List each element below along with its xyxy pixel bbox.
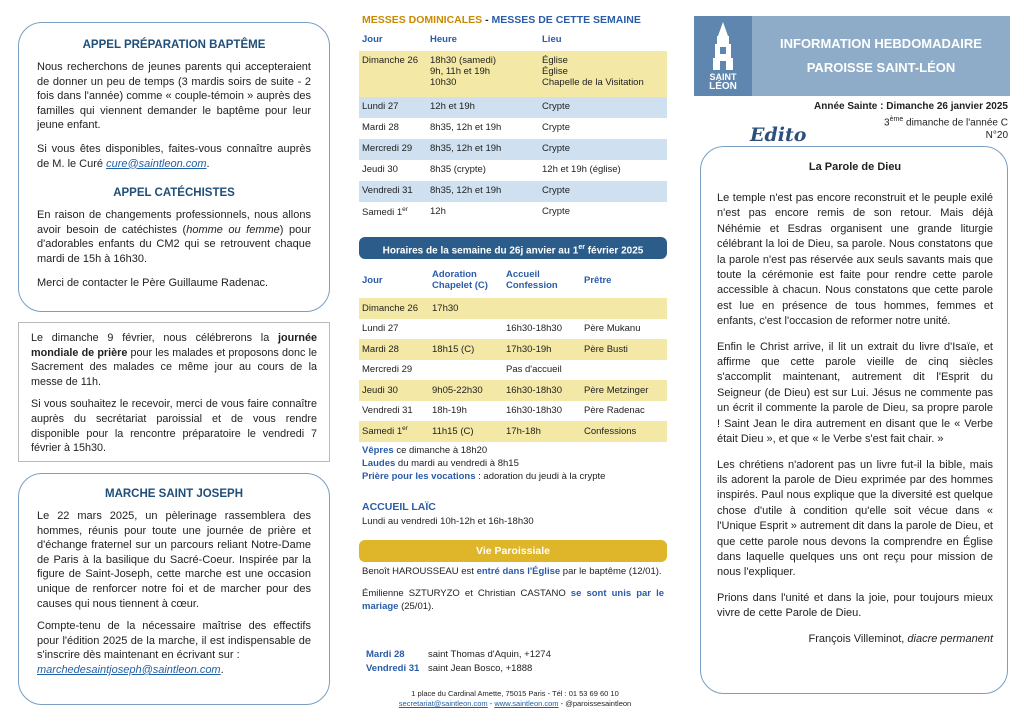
messes-row [359, 51, 667, 97]
bapteme-contact: Si vous êtes disponibles, faites-vous connaître auprès de M. le Curé cure@saintleon.com. [37, 142, 311, 170]
marche-box [18, 473, 330, 705]
church-tower-icon [694, 18, 752, 72]
footer: 1 place du Cardinal Amette, 75015 Paris - Tél : 01 53 69 60 10 secretariat@saintleon.com - www.saintleon.com - @paroissesaintleon [398, 689, 632, 708]
messes-cell-jour: Jeudi 30 [362, 164, 398, 175]
cure-email-link[interactable]: cure@saintleon.com [106, 157, 207, 170]
horaires-cell-conf: 17h-18h [506, 425, 541, 437]
messes-cell-heure: 12h [430, 206, 446, 217]
parish-logo [694, 16, 752, 96]
horaires-cell-jour: Lundi 27 [362, 323, 399, 335]
annee-sainte: Année Sainte : Dimanche 26 janvier 2025 [814, 101, 1008, 112]
messes-cell-jour: Mercredi 29 [362, 143, 413, 154]
messes-cell-jour: Lundi 27 [362, 101, 399, 112]
marche-inscription: Compte-tenu de la nécessaire maîtrise des effectifs pour l'édition 2025 de la marche, il est indispensable de s'inscrire dès maintenant en écrivant sur : [37, 620, 311, 662]
horaires-cell-pretre [581, 298, 667, 319]
horaires-row [359, 360, 667, 381]
horaires-row [359, 380, 667, 401]
edito-body [717, 191, 993, 622]
edito-signature: François Villeminot, diacre permanent [808, 632, 993, 645]
catechistes-title: APPEL CATÉCHISTES [113, 187, 235, 200]
horaires-table: Jour Adoration Chapelet (C) Accueil Confession Prêtre Dimanche 26 17h30 Lundi 27 16h30-18h30 Père Mukanu Mardi 28 18h15 (C) 17h30-19h Père Busti Mercredi 29 Pas d'accueil Jeudi 30 9h05-22h30 16h30-18h30 Père Metzinger Vendredi 31 18h-19h 16h30-18h30 Père Radenac Samedi 1er 11h15 (C) 17h-18h Confessions [359, 262, 667, 442]
horaires-cell-pretre [581, 360, 667, 381]
messes-cell-jour: Vendredi 31 [362, 185, 413, 196]
horaires-row [359, 339, 667, 360]
messes-table: Jour Heure Lieu Dimanche 26 18h30 (samedi) 9h, 11h et 19h 10h30 Église Église Chapelle de la Visitation Lundi 27 12h et 19h Crypte Mardi 28 8h35, 12h et 19h Crypte Mercredi 29 8h35, 12h et 19h Crypte Jeudi 30 8h35 (crypte) 12h et 19h (église) Vendredi 31 8h35, 12h et 19h Crypte Samedi 1er 12h Crypte [359, 34, 667, 223]
horaires-cell-conf: 16h30-18h30 [506, 384, 562, 396]
horaires-cell-ador [429, 319, 503, 340]
horaires-row [359, 319, 667, 340]
horaires-cell-conf: Pas d'accueil [506, 364, 562, 376]
header-title-2: PAROISSE SAINT-LÉON [806, 60, 956, 75]
messes-cell-heure: 8h35, 12h et 19h [430, 122, 502, 133]
horaires-cell-conf [503, 298, 581, 319]
logo-text-top: SAINT [709, 72, 737, 82]
horaires-row [359, 298, 667, 319]
edito-title: La Parole de Dieu [808, 161, 902, 173]
mariage-news: Émilienne SZTURYZO et Christian CASTANO se sont unis par le mariage (25/01). [362, 588, 664, 612]
messes-cell-lieu: 12h et 19h (église) [542, 164, 621, 175]
horaires-cell-pretre: Confessions [584, 425, 637, 437]
horaires-cell-pretre: Père Radenac [584, 405, 645, 417]
marche-text: Le 22 mars 2025, un pèlerinage rassemblera des hommes, réunis pour toute une journée de prière et d'échange fraternel sur un parcours reliant Notre-Dame de Paris à la basilique du Sacré-Coeur. Inspirée par la figure de Saint-Joseph, cette marche est une occasion unique de renforcer notre foi et de marcher pour des causes qui nous tiennent à cœur. [37, 510, 311, 610]
messes-row [359, 202, 667, 223]
messes-row [359, 118, 667, 139]
messes-cell-heure: 8h35, 12h et 19h [430, 143, 502, 154]
edito-paragraph: Prions dans l'unité et dans la joie, pour toujours mieux vivre de cette Parole de Dieu. [717, 591, 993, 620]
priere-details: Si vous souhaitez le recevoir, merci de vous faire connaître auprès du secrétariat paroissial et de vous rendre disponible pour la rencontre préparatoire le vendredi 7 février à 15h30. [31, 398, 317, 455]
bapteme-box [18, 22, 330, 312]
messes-cell-lieu: Crypte [542, 143, 570, 154]
vie-paroissiale-text [362, 565, 664, 613]
horaires-cell-jour: Mardi 28 [362, 343, 399, 355]
horaires-cell-ador [429, 360, 503, 381]
horaires-cell-jour: Jeudi 30 [362, 384, 398, 396]
website-link[interactable]: www.saintleon.com [494, 699, 559, 708]
horaires-bar: Horaires de la semaine du 26j anvier au 1er février 2025 [359, 237, 667, 259]
messes-row [359, 97, 667, 118]
messes-cell-heure: 18h30 (samedi) 9h, 11h et 19h 10h30 [430, 55, 497, 88]
messes-cell-jour: Dimanche 26 [362, 55, 418, 66]
messes-cell-lieu: Crypte [542, 206, 570, 217]
messes-row [359, 181, 667, 202]
messes-cell-heure: 8h35, 12h et 19h [430, 185, 502, 196]
saints-list: Mardi 28 saint Thomas d'Aquin, +1274 Vendredi 31 saint Jean Bosco, +1888 [366, 649, 551, 674]
catechistes-text: En raison de changements professionnels, nous allons avoir besoin de catéchistes (homme ou femme) pour d'adorables enfants du CM2 qui se retrouvent chaque mardi de 15h à 16h30. [37, 209, 311, 265]
horaires-cell-jour: Mercredi 29 [362, 364, 413, 376]
bapteme-news: Benoît HAROUSSEAU est entré dans l'Église par le baptême (12/01). [362, 566, 662, 577]
issue-info [814, 100, 1008, 142]
horaires-cell-conf: 16h30-18h30 [506, 323, 562, 335]
marche-title: MARCHE SAINT JOSEPH [104, 488, 244, 500]
priere-text: Le dimanche 9 février, nous célébrerons la journée mondiale de prière pour les malades et proposons donc le Sacrement des malades ce même jour au cours de la messe de 11h. [31, 332, 317, 388]
marche-email-link[interactable]: marchedesaintjoseph@saintleon.com [37, 663, 221, 676]
accueil-title: ACCUEIL LAÏC [362, 501, 436, 513]
horaires-cell-pretre: Père Mukanu [584, 323, 641, 335]
messes-cell-lieu: Crypte [542, 122, 570, 133]
edito-box [700, 146, 1008, 694]
header-banner [694, 16, 1010, 96]
horaires-row [359, 401, 667, 422]
horaires-cell-jour: Samedi 1er [362, 425, 408, 438]
horaires-cell-ador: 17h30 [432, 302, 459, 314]
messes-row [359, 139, 667, 160]
vie-paroissiale-bar: Vie Paroissiale [359, 540, 667, 562]
horaires-cell-jour: Dimanche 26 [362, 302, 418, 314]
priere-box [18, 322, 330, 462]
issue-number: N°20 [985, 130, 1008, 142]
horaires-cell-ador: 18h-19h [432, 405, 467, 417]
edito-paragraph: Le temple n'est pas encore reconstruit et le peuple exilé n'est pas encore remis de son retour. Mais déjà Néhémie et Esdras organisent une grande liturgie célébrant la loi de Dieu, sa parole. Nous constatons que la parole n'est pas réservée aux seuls savants mais que toute la cérémonie est faite pour rendre cette parole accessible à chacun. Nous constatons que cette parole est lue en présence de tous hommes, femmes et enfants, c'est l'occasion de reformer notre unité. [717, 192, 993, 328]
horaires-cell-conf: 17h30-19h [506, 343, 552, 355]
horaires-cell-conf: 16h30-18h30 [506, 405, 562, 417]
horaires-cell-jour: Vendredi 31 [362, 405, 413, 417]
edito-label: Edito [746, 124, 810, 146]
catechistes-contact: Merci de contacter le Père Guillaume Radenac. [37, 276, 269, 289]
edito-paragraph: Enfin le Christ arrive, il lit un extrait du livre d'Isaïe, et affirme que cette parole vieille de cinq siècles s'accomplit maintenant, autrement dit l'Esprit du Seigneur (de Dieu) est sur Lui. Jésus ne commente pas un écrit il commente la parole de Dieu, sa propre parole ! Saint Jean le dira autrement en disant que le « Verbe était Dieu », et que « le Verbe s'est fait chair. » [717, 340, 993, 446]
messes-title: MESSES DOMINICALES - MESSES DE CETTE SEMAINE [362, 14, 641, 26]
bapteme-title: APPEL PRÉPARATION BAPTÊME [82, 39, 266, 51]
messes-row [359, 160, 667, 181]
dimanche-info: 3ème dimanche de l'année C [884, 116, 1008, 129]
logo-text-bottom: LÉON [709, 81, 737, 92]
secretariat-link[interactable]: secretariat@saintleon.com [398, 699, 488, 708]
messes-cell-lieu: Église Église Chapelle de la Visitation [542, 55, 644, 88]
messes-cell-heure: 12h et 19h [430, 101, 475, 112]
horaires-cell-ador: 9h05-22h30 [432, 384, 483, 396]
horaires-cell-pretre: Père Busti [584, 343, 628, 355]
horaires-row [359, 421, 667, 442]
marche-link-line: marchedesaintjoseph@saintleon.com. [37, 663, 224, 676]
edito-paragraph: Les chrétiens n'adorent pas un livre fut-il la bible, mais ils adorent la parole de Dieu exprimée par des hommes inspirés. Paul nous explique que la diversité est quelque chose d'utile à condition qu'elle soit vécue dans « l'Unique Esprit » autrement dit dans la parole de Dieu, et que cette parole nous devons la comprendre en Église dans laquelle quelques uns ont reçu pour mission de nous l'expliquer. [717, 458, 993, 579]
messes-cell-lieu: Crypte [542, 101, 570, 112]
messes-cell-heure: 8h35 (crypte) [430, 164, 486, 175]
offices: Vêpres ce dimanche à 18h20 Laudes du mardi au vendredi à 8h15 Prière pour les vocations : adoration du jeudi à la crypte [362, 445, 606, 482]
accueil-text: Lundi au vendredi 10h-12h et 16h-18h30 [362, 516, 534, 527]
horaires-cell-ador: 18h15 (C) [432, 343, 475, 355]
messes-cell-jour: Mardi 28 [362, 122, 399, 133]
messes-cell-lieu: Crypte [542, 185, 570, 196]
bapteme-text: Nous recherchons de jeunes parents qui accepteraient de donner un peu de temps (3 mardis soirs de suite - 2 fois dans l'année) comme « couple-témoin » auprès des familles qui viennent demander le baptême pour leur jeune enfant. [37, 61, 311, 132]
header-title-1: INFORMATION HEBDOMADAIRE [780, 36, 982, 51]
horaires-cell-ador: 11h15 (C) [432, 425, 474, 437]
horaires-cell-pretre: Père Metzinger [584, 384, 649, 396]
messes-cell-jour: Samedi 1er [362, 206, 408, 219]
